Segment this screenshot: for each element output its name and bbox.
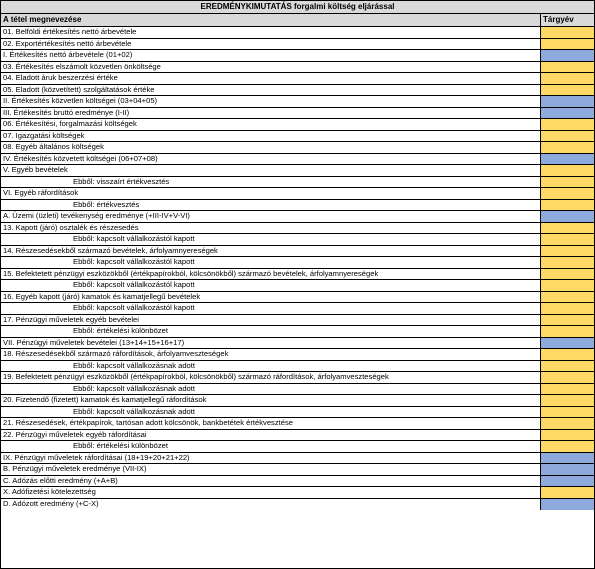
input-cell[interactable]	[541, 246, 594, 257]
table-row	[1, 39, 594, 51]
row-label: IX. Pénzügyi műveletek ráfordításai (18+19+20+21+22)	[1, 453, 541, 464]
row-label: 05. Eladott (közvetített) szolgáltatások értéke	[1, 85, 541, 96]
row-label: A. Üzemi (üzleti) tevékenység eredménye (+III-IV+V-VI)	[1, 211, 541, 222]
table-row	[1, 430, 594, 442]
input-cell[interactable]	[541, 223, 594, 234]
table-row	[1, 234, 594, 246]
computed-cell	[541, 154, 594, 165]
input-cell[interactable]	[541, 85, 594, 96]
table-row	[1, 361, 594, 373]
input-cell[interactable]	[541, 395, 594, 406]
input-cell[interactable]	[541, 487, 594, 498]
row-label: 19. Befektetett pénzügyi eszközökből (értékpapírokból, kölcsönökből) származó ráfordítások, árfolyamveszteségek	[1, 372, 541, 383]
table-row	[1, 453, 594, 465]
input-cell[interactable]	[541, 131, 594, 142]
row-label: C. Adózás előtti eredmény (+A+B)	[1, 476, 541, 487]
input-cell[interactable]	[541, 27, 594, 38]
table-row	[1, 96, 594, 108]
row-label: III. Értékesítés bruttó eredménye (I-II)	[1, 108, 541, 119]
table-row	[1, 269, 594, 281]
input-cell[interactable]	[541, 407, 594, 418]
table-row	[1, 188, 594, 200]
input-cell[interactable]	[541, 234, 594, 245]
input-cell[interactable]	[541, 315, 594, 326]
input-cell[interactable]	[541, 39, 594, 50]
table-row	[1, 292, 594, 304]
table-row	[1, 315, 594, 327]
row-label: VII. Pénzügyi műveletek bevételei (13+14+15+16+17)	[1, 338, 541, 349]
row-label: Ebből: kapcsolt vállalkozástól kapott	[1, 280, 541, 291]
row-label: 22. Pénzügyi műveletek egyéb ráfordításai	[1, 430, 541, 441]
row-label: 03. Értékesítés elszámolt közvetlen önköltsége	[1, 62, 541, 73]
table-row	[1, 27, 594, 39]
table-row	[1, 73, 594, 85]
input-cell[interactable]	[541, 177, 594, 188]
computed-cell	[541, 338, 594, 349]
table-row	[1, 303, 594, 315]
table-row	[1, 395, 594, 407]
table-row	[1, 246, 594, 258]
row-label: II. Értékesítés közvetlen költségei (03+04+05)	[1, 96, 541, 107]
table-body	[1, 27, 594, 557]
table-row	[1, 372, 594, 384]
input-cell[interactable]	[541, 361, 594, 372]
computed-cell	[541, 476, 594, 487]
input-cell[interactable]	[541, 384, 594, 395]
computed-cell	[541, 96, 594, 107]
row-label: D. Adózott eredmény (+C-X)	[1, 499, 541, 511]
row-label: Ebből: kapcsolt vállalkozásnak adott	[1, 407, 541, 418]
row-label: Ebből: értékelési különbözet	[1, 441, 541, 452]
row-label: 08. Egyéb általános költségek	[1, 142, 541, 153]
input-cell[interactable]	[541, 372, 594, 383]
table-row	[1, 85, 594, 97]
input-cell[interactable]	[541, 62, 594, 73]
row-label: 18. Részesedésekből származó ráfordítások, árfolyamveszteségek	[1, 349, 541, 360]
row-label: 07. Igazgatási költségek	[1, 131, 541, 142]
row-label: Ebből: értékvesztés	[1, 200, 541, 211]
input-cell[interactable]	[541, 292, 594, 303]
input-cell[interactable]	[541, 349, 594, 360]
row-label: Ebből: értékelési különbözet	[1, 326, 541, 337]
computed-cell	[541, 499, 594, 511]
computed-cell	[541, 211, 594, 222]
row-label: B. Pénzügyi műveletek eredménye (VII-IX)	[1, 464, 541, 475]
header-item-name: A tétel megnevezése	[1, 14, 541, 26]
table-row	[1, 349, 594, 361]
row-label: 01. Belföldi értékesítés nettó árbevétele	[1, 27, 541, 38]
row-label: 16. Egyéb kapott (járó) kamatok és kamatjellegű bevételek	[1, 292, 541, 303]
computed-cell	[541, 108, 594, 119]
table-row	[1, 62, 594, 74]
table-row	[1, 165, 594, 177]
input-cell[interactable]	[541, 418, 594, 429]
row-label: Ebből: kapcsolt vállalkozásnak adott	[1, 384, 541, 395]
input-cell[interactable]	[541, 165, 594, 176]
row-label: 02. Exportértékesítés nettó árbevétele	[1, 39, 541, 50]
input-cell[interactable]	[541, 200, 594, 211]
row-label: 15. Befektetett pénzügyi eszközökből (értékpapírokból, kölcsönökből) származó bevételek, árfolyamnyereségek	[1, 269, 541, 280]
row-label: Ebből: kapcsolt vállalkozástól kapott	[1, 234, 541, 245]
row-label: 20. Fizetendő (fizetett) kamatok és kamatjellegű ráfordítások	[1, 395, 541, 406]
table-row	[1, 131, 594, 143]
input-cell[interactable]	[541, 119, 594, 130]
row-label: IV. Értékesítés közvetett költségei (06+07+08)	[1, 154, 541, 165]
input-cell[interactable]	[541, 441, 594, 452]
row-label: Ebből: kapcsolt vállalkozástól kapott	[1, 257, 541, 268]
table-row	[1, 142, 594, 154]
input-cell[interactable]	[541, 430, 594, 441]
header-current-year: Tárgyév	[543, 15, 574, 24]
table-row	[1, 418, 594, 430]
input-cell[interactable]	[541, 142, 594, 153]
table-row	[1, 223, 594, 235]
table-row	[1, 280, 594, 292]
table-row	[1, 338, 594, 350]
row-label: 17. Pénzügyi műveletek egyéb bevételei	[1, 315, 541, 326]
input-cell[interactable]	[541, 269, 594, 280]
row-label: Ebből: kapcsolt vállalkozásnak adott	[1, 361, 541, 372]
computed-cell	[541, 50, 594, 61]
row-label: 04. Eladott áruk beszerzési értéke	[1, 73, 541, 84]
input-cell[interactable]	[541, 257, 594, 268]
row-label: 13. Kapott (járó) osztalék és részesedés	[1, 223, 541, 234]
table-row	[1, 154, 594, 166]
computed-cell	[541, 453, 594, 464]
computed-cell	[541, 464, 594, 475]
row-label: I. Értékesítés nettó árbevétele (01+02)	[1, 50, 541, 61]
table-row	[1, 407, 594, 419]
input-cell[interactable]	[541, 73, 594, 84]
input-cell[interactable]	[541, 280, 594, 291]
input-cell[interactable]	[541, 188, 594, 199]
row-label: 21. Részesedések, értékpapírok, tartósan adott kölcsönök, bankbetétek értékvesztése	[1, 418, 541, 429]
table-row	[1, 177, 594, 189]
table-row	[1, 257, 594, 269]
row-label: VI. Egyéb ráfordítások	[1, 188, 541, 199]
row-label: Ebből: kapcsolt vállalkozástól kapott	[1, 303, 541, 314]
row-label: X. Adófizetési kötelezettség	[1, 487, 541, 498]
table-row	[1, 50, 594, 62]
row-label: V. Egyéb bevételek	[1, 165, 541, 176]
table-row	[1, 499, 594, 511]
table-row	[1, 487, 594, 499]
table-row	[1, 326, 594, 338]
table-row	[1, 441, 594, 453]
table-row	[1, 476, 594, 488]
input-cell[interactable]	[541, 303, 594, 314]
table-header	[1, 14, 594, 27]
table-row	[1, 108, 594, 120]
input-cell[interactable]	[541, 326, 594, 337]
table-row	[1, 384, 594, 396]
table-row	[1, 211, 594, 223]
sheet-title: EREDMÉNYKIMUTATÁS forgalmi költség eljárással	[1, 1, 594, 14]
row-label: 06. Értékesítési, forgalmazási költségek	[1, 119, 541, 130]
table-row	[1, 119, 594, 131]
table-row	[1, 200, 594, 212]
row-label: 14. Részesedésekből származó bevételek, árfolyamnyereségek	[1, 246, 541, 257]
table-row	[1, 464, 594, 476]
row-label: Ebből: visszaírt értékvesztés	[1, 177, 541, 188]
